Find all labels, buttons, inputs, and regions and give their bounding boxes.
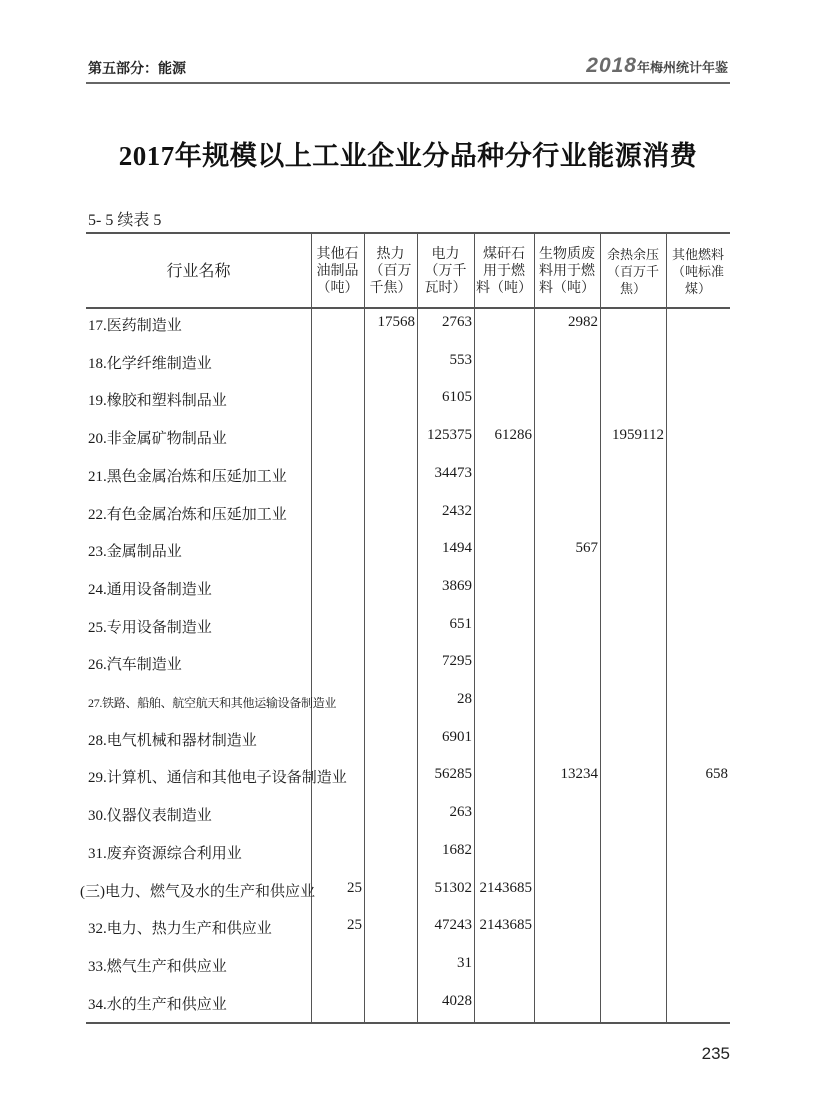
cell-electricity: 3869 [442, 577, 472, 594]
cell-electricity: 28 [457, 691, 472, 707]
page-title: 2017年规模以上工业企业分品种分行业能源消费 [118, 141, 698, 171]
cell-biomass: 2982 [568, 314, 598, 330]
cell-electricity: 2432 [442, 502, 472, 519]
cell-electricity: 1494 [442, 540, 472, 557]
book-year: 2018 [586, 54, 637, 77]
column-divider [666, 233, 667, 1022]
page-number: 235 [701, 1044, 730, 1063]
row-label: (三)电力、燃气及水的生产和供应业 [80, 883, 315, 900]
cell-electricity: 31 [457, 954, 472, 971]
column-header-other-fuel: 其他燃料 （吨标准煤） [671, 246, 724, 296]
column-header-waste-heat: 余热余压 （百万千焦） [606, 246, 659, 296]
cell-biomass: 13234 [560, 766, 598, 783]
column-divider [534, 233, 535, 1022]
cell-electricity: 51302 [434, 879, 472, 896]
row-label: 34.水的生产和供应业 [88, 996, 227, 1013]
cell-electricity: 56285 [434, 766, 472, 783]
row-label: 20.非金属矿物制品业 [88, 431, 227, 448]
cell-other-fuel: 658 [705, 766, 728, 783]
table-bottom-rule [86, 1022, 730, 1024]
cell-electricity: 6901 [442, 728, 472, 745]
row-label: 33.燃气生产和供应业 [88, 958, 227, 975]
row-label: 29.计算机、通信和其他电子设备制造业 [88, 770, 347, 787]
row-label: 28.电气机械和器材制造业 [88, 732, 257, 749]
cell-heat: 17568 [377, 314, 415, 330]
row-label: 18.化学纤维制造业 [88, 355, 212, 372]
row-label: 17.医药制造业 [88, 318, 182, 334]
column-divider [311, 233, 312, 1022]
row-label: 31.废弃资源综合利用业 [88, 845, 242, 862]
column-header-other-petroleum: 其他石 油制品 （吨） [316, 246, 359, 296]
row-label: 23.金属制品业 [88, 544, 182, 561]
column-header-heat: 热力 （百万 千焦） [369, 246, 412, 296]
cell-other-petroleum: 25 [347, 879, 362, 896]
book-title [586, 54, 728, 78]
cell-electricity: 553 [449, 351, 472, 368]
cell-electricity: 7295 [442, 653, 472, 670]
cell-electricity: 4028 [442, 992, 472, 1009]
row-label: 19.橡胶和塑料制品业 [88, 393, 227, 410]
column-header-gangue: 煤矸石 用于燃 料（吨） [476, 246, 532, 296]
row-label: 27.铁路、船舶、航空航天和其他运输设备制造业 [88, 696, 337, 710]
table-id: 5- 5 续表 5 [88, 212, 162, 229]
cell-other-petroleum: 25 [347, 917, 362, 934]
cell-gangue: 61286 [494, 427, 532, 444]
cell-biomass: 567 [575, 540, 598, 557]
row-label: 32.电力、热力生产和供应业 [88, 921, 272, 938]
row-label: 25.专用设备制造业 [88, 619, 212, 636]
cell-electricity: 34473 [434, 464, 472, 481]
column-divider [600, 233, 601, 1022]
table-header-rule [86, 307, 730, 309]
row-label: 21.黑色金属冶炼和压延加工业 [88, 468, 287, 485]
cell-electricity: 2763 [442, 314, 472, 330]
column-divider [474, 233, 475, 1022]
cell-electricity: 6105 [442, 389, 472, 406]
cell-electricity: 1682 [442, 841, 472, 858]
row-label: 30.仪器仪表制造业 [88, 808, 212, 825]
cell-gangue: 2143685 [479, 879, 532, 896]
column-header-biomass: 生物质废 料用于燃 料（吨） [539, 246, 595, 296]
row-label: 26.汽车制造业 [88, 657, 182, 674]
cell-electricity: 263 [449, 804, 472, 821]
column-header-name: 行业名称 [166, 262, 231, 280]
cell-electricity: 125375 [427, 427, 472, 444]
cell-waste-heat: 1959112 [612, 427, 664, 444]
running-head [86, 56, 730, 76]
cell-electricity: 651 [449, 615, 472, 632]
section-label: 第五部分：能源 [88, 60, 186, 76]
row-label: 24.通用设备制造业 [88, 581, 212, 598]
column-header-electricity: 电力 （万千 瓦时） [424, 246, 467, 296]
cell-electricity: 47243 [434, 917, 472, 934]
header-rule [86, 82, 730, 84]
column-divider [364, 233, 365, 1022]
cell-gangue: 2143685 [479, 917, 532, 934]
row-label: 22.有色金属冶炼和压延加工业 [88, 506, 287, 523]
table-top-rule [86, 232, 730, 234]
book-name: 年梅州统计年鉴 [636, 60, 728, 75]
